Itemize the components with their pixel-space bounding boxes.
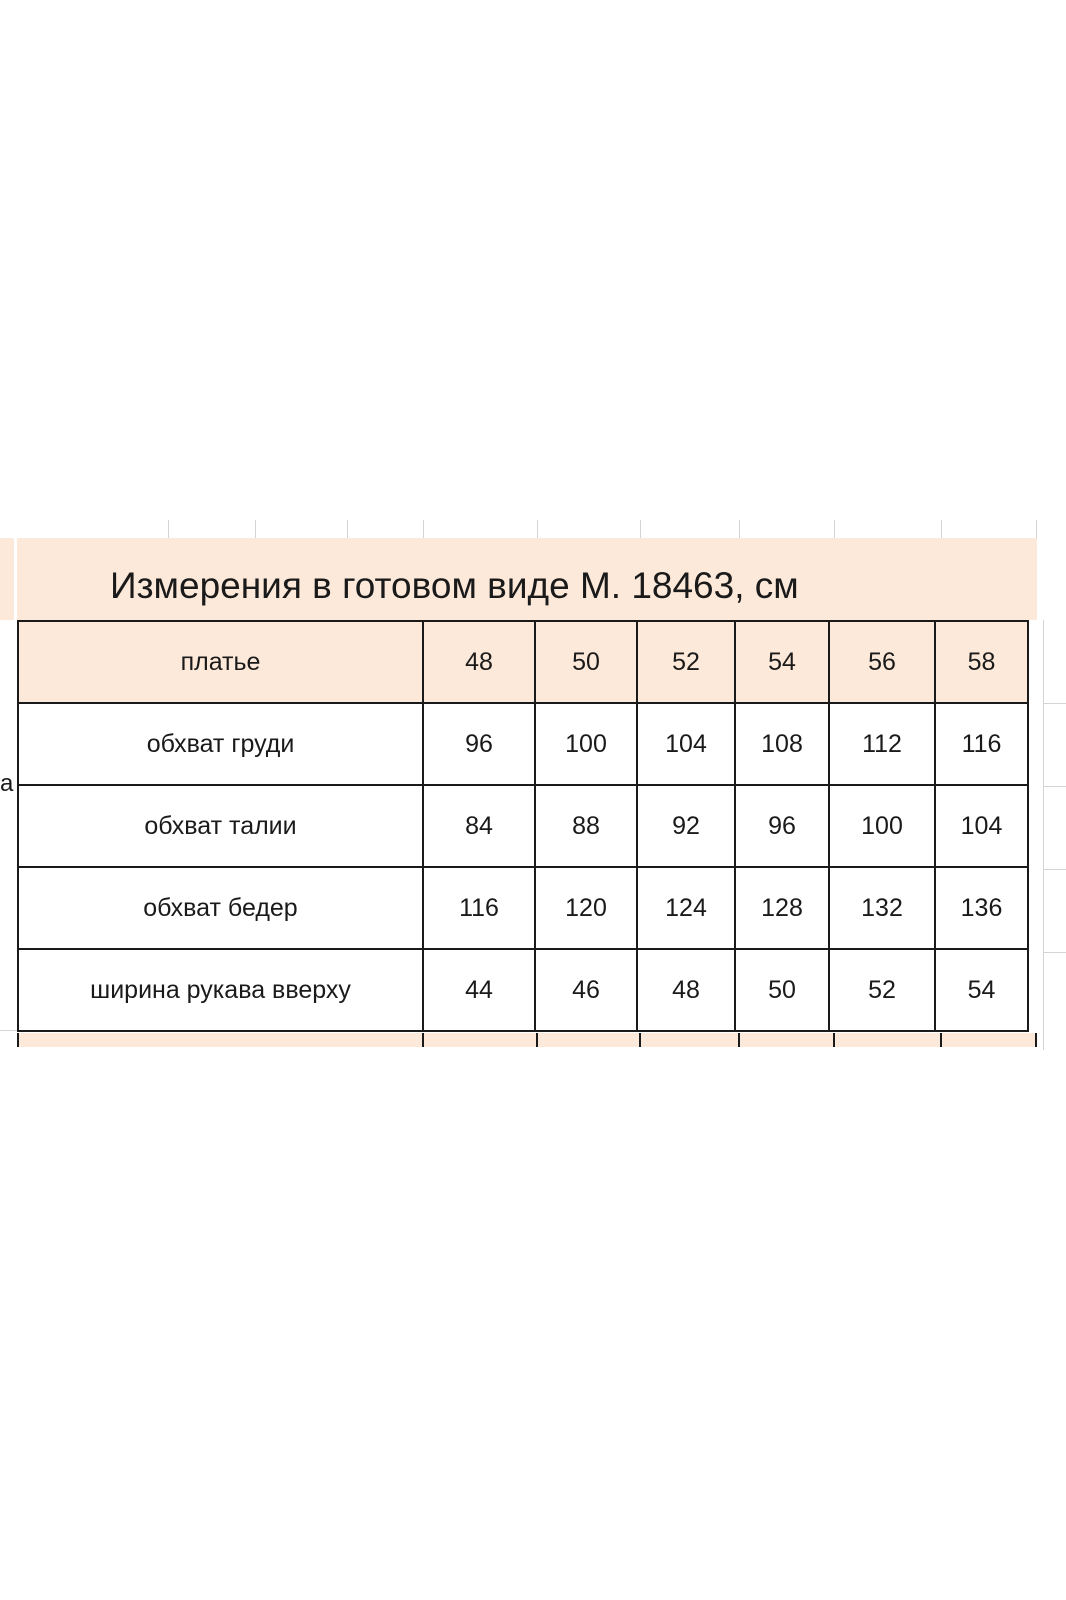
- gridline: [1036, 520, 1037, 538]
- header-cell: 54: [735, 621, 829, 703]
- table-cell: 100: [535, 703, 637, 785]
- gridline: [423, 520, 424, 538]
- gridline: [1043, 620, 1044, 1050]
- gridline: [255, 520, 256, 538]
- header-cell: 56: [829, 621, 935, 703]
- table-cell: 54: [935, 949, 1028, 1031]
- table-cell: 132: [829, 867, 935, 949]
- table-cell: 96: [423, 703, 535, 785]
- gridline: [1043, 869, 1066, 870]
- gridline: [537, 520, 538, 538]
- table-row: [18, 949, 1028, 1031]
- cell-divider: [1035, 1033, 1037, 1047]
- table-cell: 128: [735, 867, 829, 949]
- table-cell: 104: [637, 703, 735, 785]
- gridline: [941, 520, 942, 538]
- table-header-row: [18, 621, 1028, 703]
- table-cell: 100: [829, 785, 935, 867]
- gridline: [640, 520, 641, 538]
- table-cell: 92: [637, 785, 735, 867]
- table-cell: 120: [535, 867, 637, 949]
- table-cell: 116: [935, 703, 1028, 785]
- gridline: [1043, 786, 1066, 787]
- header-cell: 48: [423, 621, 535, 703]
- gridline: [1043, 952, 1066, 953]
- cell-divider: [639, 1033, 641, 1047]
- table-title: Измерения в готовом виде М. 18463, см: [110, 565, 799, 606]
- header-cell: платье: [18, 621, 423, 703]
- table-cell: 84: [423, 785, 535, 867]
- gridline: [0, 1030, 17, 1031]
- cell-divider: [940, 1033, 942, 1047]
- table-cell: 116: [423, 867, 535, 949]
- row-label: обхват груди: [18, 703, 423, 785]
- table-row: [18, 703, 1028, 785]
- cell-divider: [17, 1033, 19, 1047]
- table-cell: 88: [535, 785, 637, 867]
- header-cell: 58: [935, 621, 1028, 703]
- gridline: [347, 520, 348, 538]
- table-cell: 104: [935, 785, 1028, 867]
- cell-divider: [833, 1033, 835, 1047]
- header-cell: 52: [637, 621, 735, 703]
- table-cell: 108: [735, 703, 829, 785]
- gridline: [834, 520, 835, 538]
- header-cell: 50: [535, 621, 637, 703]
- next-row-strip: [17, 1033, 1037, 1047]
- row-label: ширина рукава вверху: [18, 949, 423, 1031]
- title-band-stub: [0, 538, 14, 620]
- cut-off-cell-text: а: [0, 770, 14, 797]
- table-cell: 50: [735, 949, 829, 1031]
- row-label: обхват талии: [18, 785, 423, 867]
- spreadsheet-area: [0, 520, 1066, 1070]
- table-row: [18, 867, 1028, 949]
- table-cell: 136: [935, 867, 1028, 949]
- cell-divider: [536, 1033, 538, 1047]
- row-label: обхват бедер: [18, 867, 423, 949]
- cell-divider: [738, 1033, 740, 1047]
- table-cell: 96: [735, 785, 829, 867]
- gridline: [739, 520, 740, 538]
- table-cell: 52: [829, 949, 935, 1031]
- gridline: [1043, 703, 1066, 704]
- table-cell: 44: [423, 949, 535, 1031]
- size-table: [17, 620, 1029, 1032]
- cell-divider: [422, 1033, 424, 1047]
- gridline: [168, 520, 169, 538]
- table-cell: 124: [637, 867, 735, 949]
- table-cell: 48: [637, 949, 735, 1031]
- table-row: [18, 785, 1028, 867]
- table-cell: 46: [535, 949, 637, 1031]
- table-cell: 112: [829, 703, 935, 785]
